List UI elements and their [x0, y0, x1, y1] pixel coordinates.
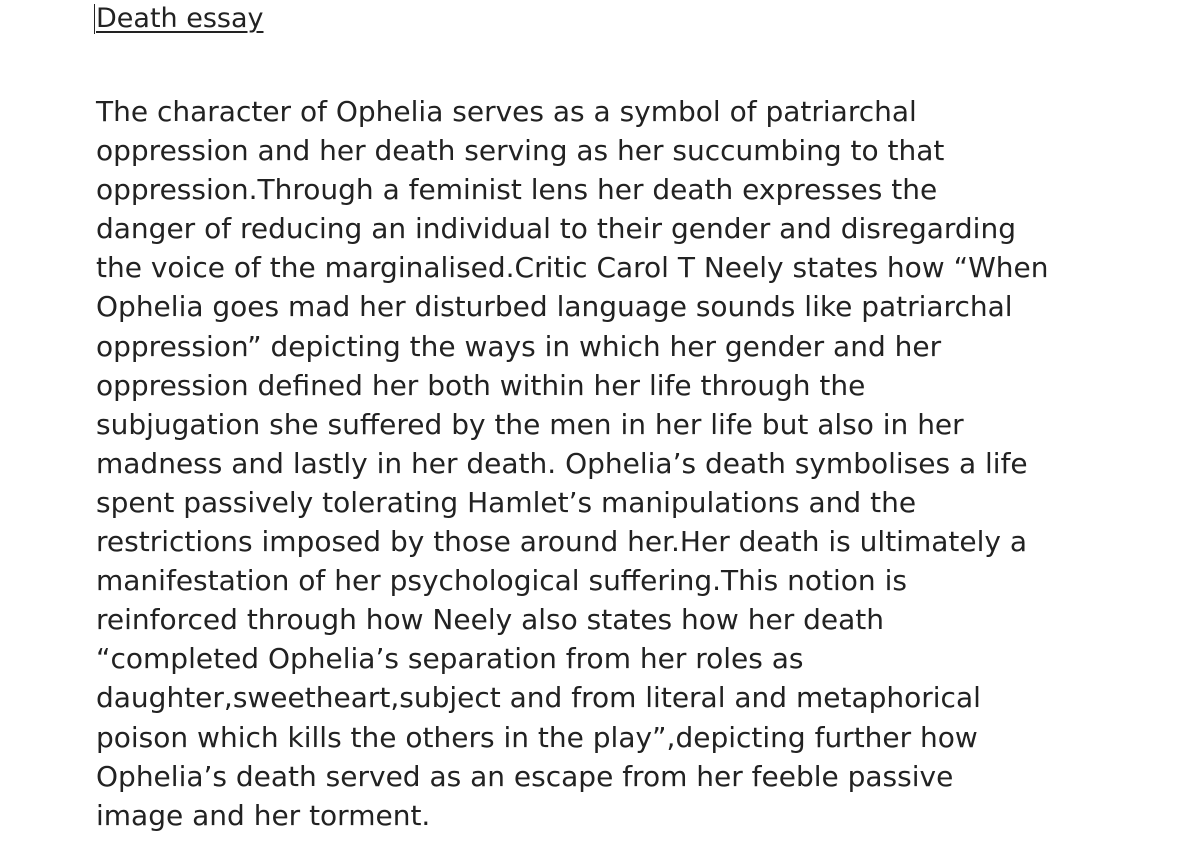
text-line: daughter,sweetheart,subject and from literal and metaphorical: [96, 681, 981, 715]
text-line: madness and lastly in her death. Ophelia’s death symbolises a life: [96, 446, 1028, 480]
text-line: spent passively tolerating Hamlet’s manipulations and the: [96, 485, 917, 519]
essay-body[interactable]: [96, 92, 1196, 835]
text-line: image and her torment.: [96, 798, 431, 832]
text-line: “completed Ophelia’s separation from her roles as: [96, 642, 804, 676]
text-line: oppression.Through a feminist lens her death expresses the: [96, 173, 938, 207]
text-line: oppression defined her both within her life through the: [96, 368, 866, 402]
text-line: Ophelia goes mad her disturbed language sounds like patriarchal: [96, 290, 1013, 324]
text-line: oppression” depicting the ways in which her gender and her: [96, 329, 942, 363]
text-line: oppression and her death serving as her succumbing to that: [96, 134, 945, 168]
text-line: danger of reducing an individual to their gender and disregarding: [96, 212, 1016, 246]
text-line: manifestation of her psychological suffering.This notion is: [96, 564, 907, 598]
text-line: subjugation she suffered by the men in her life but also in her: [96, 407, 964, 441]
text-line: The character of Ophelia serves as a symbol of patriarchal: [96, 95, 917, 128]
document-title[interactable]: Death essay: [96, 3, 264, 34]
text-line: the voice of the marginalised.Critic Carol T Neely states how “When: [96, 251, 1049, 285]
text-line: restrictions imposed by those around her.Her death is ultimately a: [96, 525, 1027, 559]
text-line: poison which kills the others in the play”,depicting further how: [96, 720, 978, 754]
text-line: reinforced through how Neely also states how her death: [96, 603, 884, 637]
text-line: Ophelia’s death served as an escape from her feeble passive: [96, 759, 954, 793]
text-cursor: [94, 4, 95, 34]
